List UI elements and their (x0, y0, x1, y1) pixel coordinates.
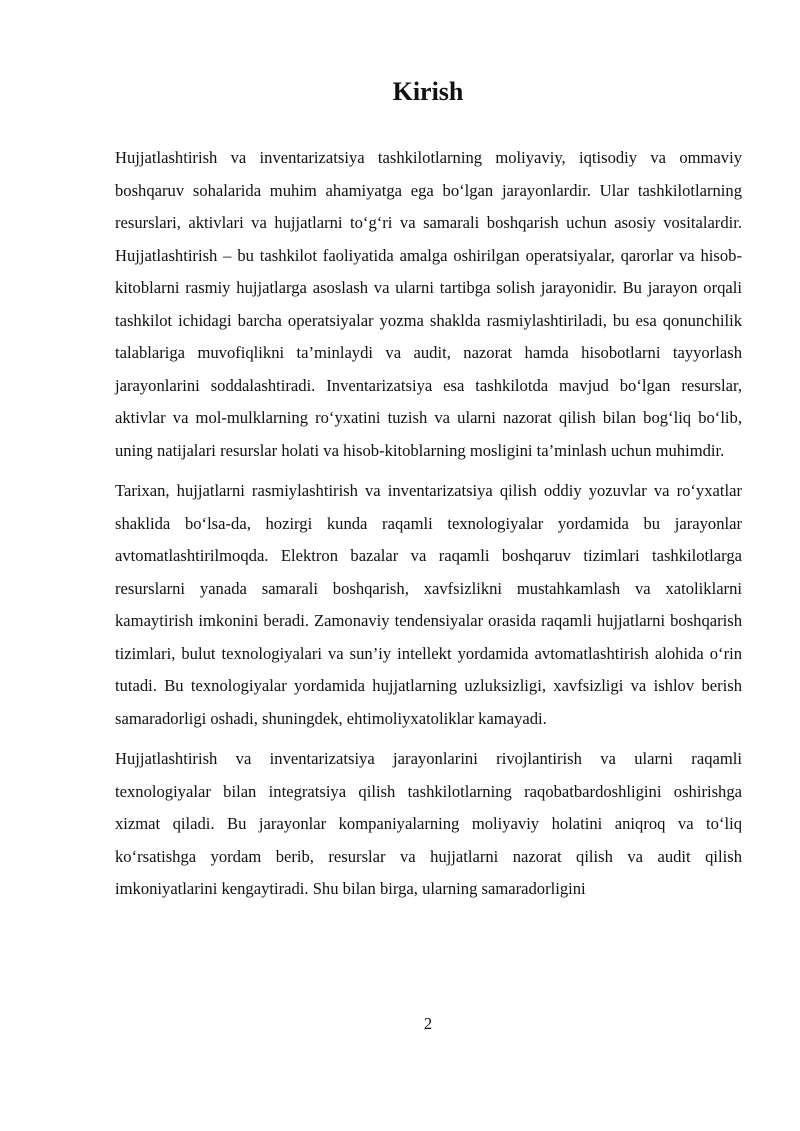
page-title: Kirish (392, 77, 464, 106)
page-number: 2 (423, 1014, 433, 1033)
body-text (115, 142, 742, 914)
paragraph-2: Tarixan, hujjatlarni rasmiylashtirish va inventarizatsiya qilish oddiy yozuvlar va ro‘yxatlar shaklida bo‘lsa-da, hozirgi kunda raqamli texnologiyalar yordamida bu jarayonlar avtomatlashtirilmoqda. Elektron bazalar va raqamli boshqaruv tizimlari tashkilotlarga resurslarni yanada samarali boshqarish, xavfsizlikni mustahkamlash va xatoliklarni kamaytirish imkonini beradi. Zamonaviy tendensiyalar orasida raqamli hujjatlarni boshqarish tizimlari, bulut texnologiyalari va sun’iy intellekt yordamida avtomatlashtirish alohida o‘rin tutadi. Bu texnologiyalar yordamida hujjatlarning uzluksizligi, xavfsizligi va ishlov berish samaradorligi oshadi, shuningdek, ehtimoliyxatoliklar kamayadi. (115, 481, 742, 728)
paragraph-1: Hujjatlashtirish va inventarizatsiya tashkilotlarning moliyaviy, iqtisodiy va ommaviy boshqaruv sohalarida muhim ahamiyatga ega bo‘lgan jarayonlardir. Ular tashkilotlarning resurslari, aktivlari va hujjatlarni to‘g‘ri va samarali boshqarish uchun asosiy vositalardir. Hujjatlashtirish – bu tashkilot faoliyatida amalga oshirilgan operatsiyalar, qarorlar va hisob-kitoblarni rasmiy hujjatlarga asoslash va ularni tartibga solish jarayonidir. Bu jarayon orqali tashkilot ichidagi barcha operatsiyalar yozma shaklda rasmiylashtiriladi, bu esa qonunchilik talablariga muvofiqlikni ta’minlaydi va audit, nazorat hamda hisobotlarni tayyorlash jarayonlarini soddalashtiradi. Inventarizatsiya esa tashkilotda mavjud bo‘lgan resurslar, aktivlar va mol-mulklarning ro‘yxatini tuzish va ularni nazorat qilish bilan bog‘liq bo‘lib, uning natijalari resurslar holati va hisob-kitoblarning mosligini ta’minlash uchun muhimdir. (115, 148, 742, 460)
paragraph-3: Hujjatlashtirish va inventarizatsiya jarayonlarini rivojlantirish va ularni raqamli texnologiyalar bilan integratsiya qilish tashkilotlarning raqobatbardoshligini oshirishga xizmat qiladi. Bu jarayonlar kompaniyalarning moliyaviy holatini aniqroq va to‘liq ko‘rsatishga yordam berib, resurslar va hujjatlarni nazorat qilish va audit qilish imkoniyatlarini kengaytiradi. Shu bilan birga, ularning samaradorligini (115, 749, 742, 898)
